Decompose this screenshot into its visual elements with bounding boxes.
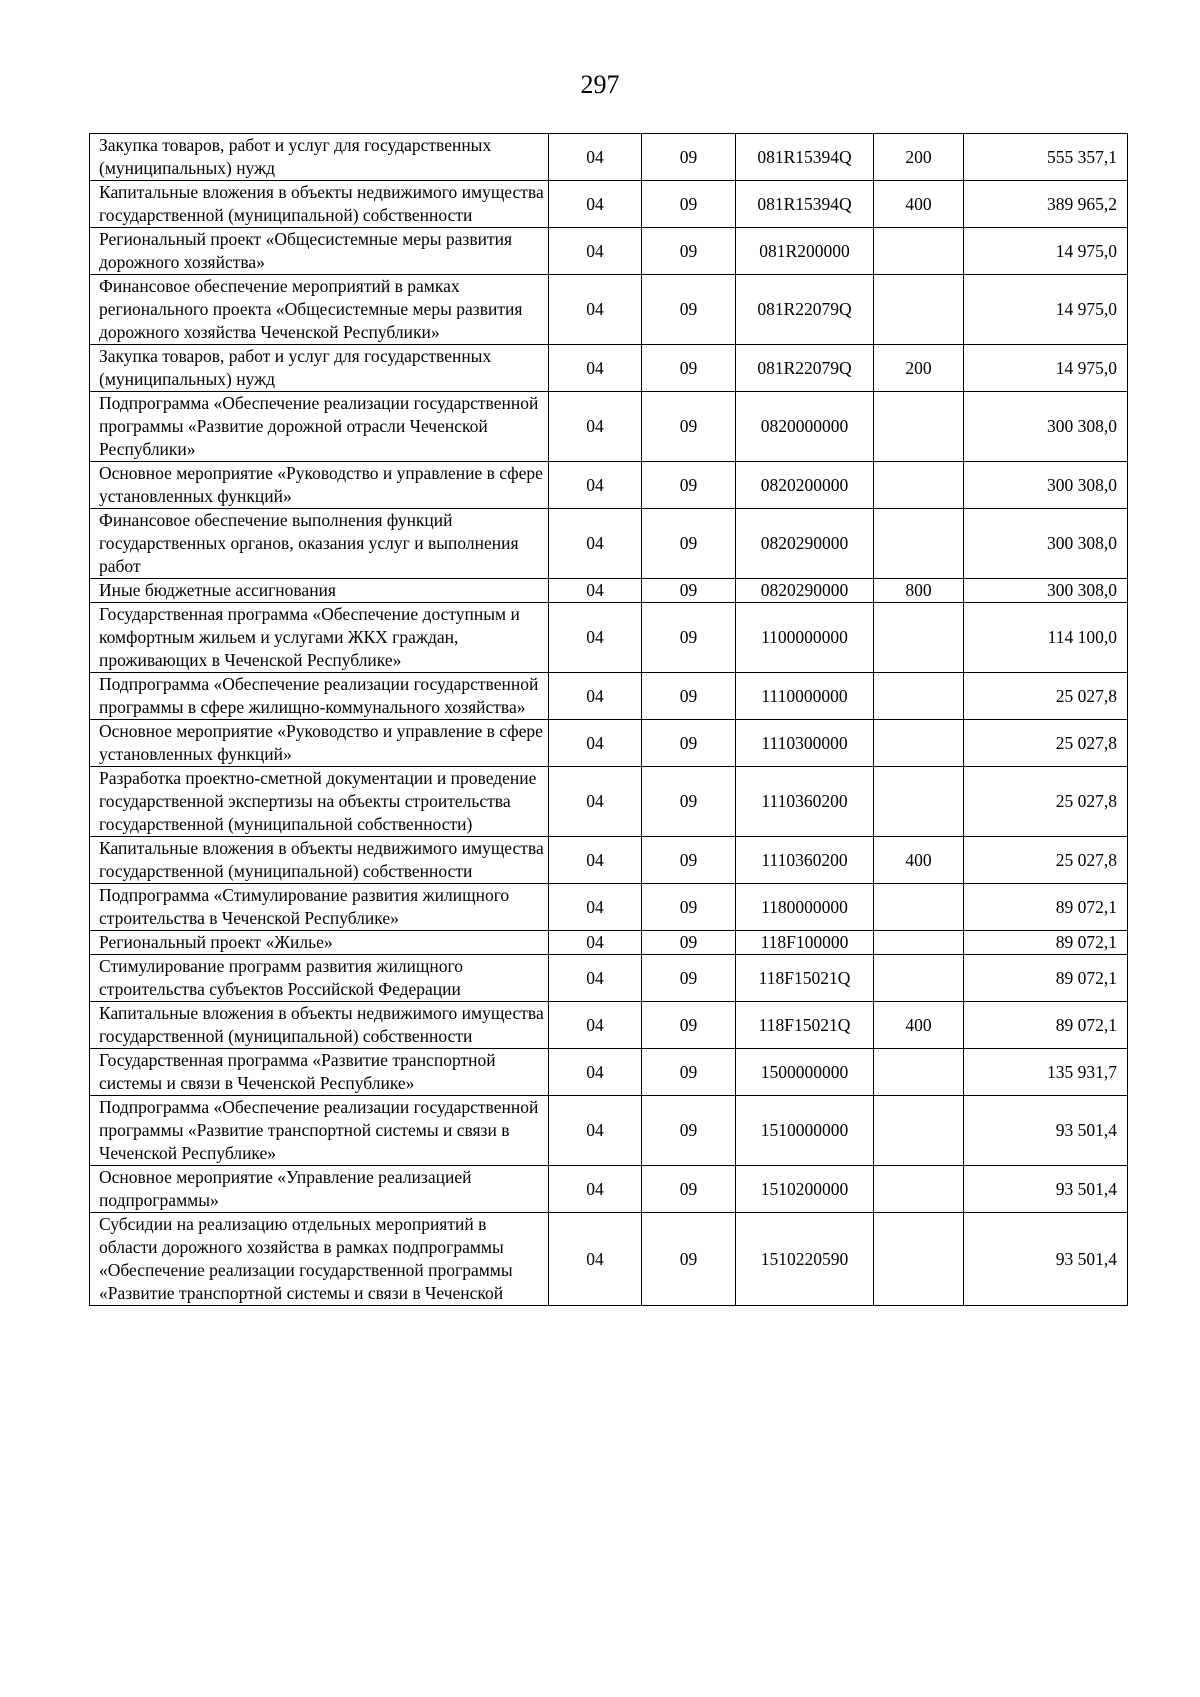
- expense-type-cell: 200: [874, 134, 964, 181]
- section-code-cell: 04: [549, 1096, 642, 1166]
- amount-cell: 89 072,1: [964, 1002, 1128, 1049]
- expense-type-cell: 800: [874, 579, 964, 603]
- table-row: [90, 228, 1128, 275]
- table-row: [90, 1213, 1128, 1306]
- target-article-cell: 081R22079Q: [736, 275, 874, 345]
- expense-type-cell: [874, 509, 964, 579]
- expense-type-cell: [874, 603, 964, 673]
- item-name-cell: Государственная программа «Обеспечение доступным и комфортным жильем и услугами ЖКХ граждан, проживающих в Чеченской Республике»: [90, 603, 549, 673]
- table-row: [90, 673, 1128, 720]
- subsection-code-cell: 09: [642, 345, 736, 392]
- item-name-cell: Закупка товаров, работ и услуг для государственных (муниципальных) нужд: [90, 345, 549, 392]
- amount-cell: 25 027,8: [964, 673, 1128, 720]
- target-article-cell: 0820200000: [736, 462, 874, 509]
- table-row: [90, 1096, 1128, 1166]
- expense-type-cell: [874, 720, 964, 767]
- expense-type-cell: 400: [874, 837, 964, 884]
- expense-type-cell: [874, 462, 964, 509]
- table-row: [90, 720, 1128, 767]
- amount-cell: 25 027,8: [964, 837, 1128, 884]
- expense-type-cell: [874, 673, 964, 720]
- section-code-cell: 04: [549, 228, 642, 275]
- table-row: [90, 509, 1128, 579]
- expense-type-cell: [874, 1096, 964, 1166]
- target-article-cell: 0820000000: [736, 392, 874, 462]
- table-row: [90, 603, 1128, 673]
- table-row: [90, 1002, 1128, 1049]
- expense-type-cell: [874, 1049, 964, 1096]
- subsection-code-cell: 09: [642, 767, 736, 837]
- section-code-cell: 04: [549, 579, 642, 603]
- amount-cell: 93 501,4: [964, 1096, 1128, 1166]
- amount-cell: 555 357,1: [964, 134, 1128, 181]
- table-row: [90, 767, 1128, 837]
- subsection-code-cell: 09: [642, 1096, 736, 1166]
- subsection-code-cell: 09: [642, 462, 736, 509]
- amount-cell: 300 308,0: [964, 392, 1128, 462]
- item-name-cell: Государственная программа «Развитие транспортной системы и связи в Чеченской Республике»: [90, 1049, 549, 1096]
- amount-cell: 114 100,0: [964, 603, 1128, 673]
- table-row: [90, 134, 1128, 181]
- subsection-code-cell: 09: [642, 720, 736, 767]
- amount-cell: 25 027,8: [964, 767, 1128, 837]
- amount-cell: 89 072,1: [964, 884, 1128, 931]
- expense-type-cell: [874, 767, 964, 837]
- expense-type-cell: 200: [874, 345, 964, 392]
- subsection-code-cell: 09: [642, 1213, 736, 1306]
- section-code-cell: 04: [549, 462, 642, 509]
- target-article-cell: 1500000000: [736, 1049, 874, 1096]
- subsection-code-cell: 09: [642, 275, 736, 345]
- section-code-cell: 04: [549, 955, 642, 1002]
- item-name-cell: Стимулирование программ развития жилищного строительства субъектов Российской Федерации: [90, 955, 549, 1002]
- section-code-cell: 04: [549, 1002, 642, 1049]
- section-code-cell: 04: [549, 509, 642, 579]
- target-article-cell: 081R15394Q: [736, 181, 874, 228]
- expense-type-cell: 400: [874, 181, 964, 228]
- amount-cell: 300 308,0: [964, 462, 1128, 509]
- amount-cell: 135 931,7: [964, 1049, 1128, 1096]
- table-row: [90, 931, 1128, 955]
- table-row: [90, 884, 1128, 931]
- target-article-cell: 081R22079Q: [736, 345, 874, 392]
- budget-table: [89, 133, 1128, 1306]
- amount-cell: 89 072,1: [964, 931, 1128, 955]
- target-article-cell: 1110300000: [736, 720, 874, 767]
- item-name-cell: Региональный проект «Общесистемные меры развития дорожного хозяйства»: [90, 228, 549, 275]
- item-name-cell: Иные бюджетные ассигнования: [90, 579, 549, 603]
- expense-type-cell: 400: [874, 1002, 964, 1049]
- target-article-cell: 118F15021Q: [736, 955, 874, 1002]
- table-row: [90, 392, 1128, 462]
- amount-cell: 14 975,0: [964, 345, 1128, 392]
- section-code-cell: 04: [549, 767, 642, 837]
- amount-cell: 14 975,0: [964, 228, 1128, 275]
- item-name-cell: Закупка товаров, работ и услуг для государственных (муниципальных) нужд: [90, 134, 549, 181]
- item-name-cell: Подпрограмма «Обеспечение реализации государственной программы «Развитие транспортной системы и связи в Чеченской Республике»: [90, 1096, 549, 1166]
- item-name-cell: Подпрограмма «Обеспечение реализации государственной программы «Развитие дорожной отрасли Чеченской Республики»: [90, 392, 549, 462]
- amount-cell: 300 308,0: [964, 579, 1128, 603]
- section-code-cell: 04: [549, 673, 642, 720]
- target-article-cell: 118F100000: [736, 931, 874, 955]
- target-article-cell: 1110000000: [736, 673, 874, 720]
- section-code-cell: 04: [549, 392, 642, 462]
- target-article-cell: 1510200000: [736, 1166, 874, 1213]
- item-name-cell: Основное мероприятие «Руководство и управление в сфере установленных функций»: [90, 720, 549, 767]
- section-code-cell: 04: [549, 603, 642, 673]
- item-name-cell: Финансовое обеспечение мероприятий в рамках регионального проекта «Общесистемные меры развития дорожного хозяйства Чеченской Республики»: [90, 275, 549, 345]
- item-name-cell: Субсидии на реализацию отдельных мероприятий в области дорожного хозяйства в рамках подпрограммы «Обеспечение реализации государственной программы «Развитие транспортной системы и связи в Чеченской: [90, 1213, 549, 1306]
- section-code-cell: 04: [549, 931, 642, 955]
- table-row: [90, 181, 1128, 228]
- target-article-cell: 1510000000: [736, 1096, 874, 1166]
- target-article-cell: 1180000000: [736, 884, 874, 931]
- section-code-cell: 04: [549, 275, 642, 345]
- target-article-cell: 1110360200: [736, 767, 874, 837]
- subsection-code-cell: 09: [642, 931, 736, 955]
- amount-cell: 25 027,8: [964, 720, 1128, 767]
- section-code-cell: 04: [549, 720, 642, 767]
- target-article-cell: 081R200000: [736, 228, 874, 275]
- item-name-cell: Капитальные вложения в объекты недвижимого имущества государственной (муниципальной) собственности: [90, 1002, 549, 1049]
- table-row: [90, 579, 1128, 603]
- subsection-code-cell: 09: [642, 603, 736, 673]
- section-code-cell: 04: [549, 345, 642, 392]
- subsection-code-cell: 09: [642, 1049, 736, 1096]
- amount-cell: 89 072,1: [964, 955, 1128, 1002]
- subsection-code-cell: 09: [642, 955, 736, 1002]
- section-code-cell: 04: [549, 1213, 642, 1306]
- item-name-cell: Основное мероприятие «Руководство и управление в сфере установленных функций»: [90, 462, 549, 509]
- item-name-cell: Региональный проект «Жилье»: [90, 931, 549, 955]
- subsection-code-cell: 09: [642, 392, 736, 462]
- table-row: [90, 837, 1128, 884]
- expense-type-cell: [874, 884, 964, 931]
- subsection-code-cell: 09: [642, 1002, 736, 1049]
- expense-type-cell: [874, 1166, 964, 1213]
- item-name-cell: Подпрограмма «Обеспечение реализации государственной программы в сфере жилищно-коммунального хозяйства»: [90, 673, 549, 720]
- expense-type-cell: [874, 955, 964, 1002]
- target-article-cell: 1510220590: [736, 1213, 874, 1306]
- expense-type-cell: [874, 228, 964, 275]
- amount-cell: 300 308,0: [964, 509, 1128, 579]
- target-article-cell: 118F15021Q: [736, 1002, 874, 1049]
- section-code-cell: 04: [549, 1166, 642, 1213]
- item-name-cell: Разработка проектно-сметной документации и проведение государственной экспертизы на объекты строительства государственной (муниципальной собственности): [90, 767, 549, 837]
- target-article-cell: 1110360200: [736, 837, 874, 884]
- section-code-cell: 04: [549, 837, 642, 884]
- subsection-code-cell: 09: [642, 884, 736, 931]
- expense-type-cell: [874, 1213, 964, 1306]
- section-code-cell: 04: [549, 181, 642, 228]
- amount-cell: 93 501,4: [964, 1166, 1128, 1213]
- expense-type-cell: [874, 275, 964, 345]
- section-code-cell: 04: [549, 134, 642, 181]
- target-article-cell: 0820290000: [736, 509, 874, 579]
- page-number: 297: [580, 70, 620, 99]
- item-name-cell: Основное мероприятие «Управление реализацией подпрограммы»: [90, 1166, 549, 1213]
- subsection-code-cell: 09: [642, 228, 736, 275]
- table-row: [90, 275, 1128, 345]
- budget-table-body: [90, 134, 1128, 1306]
- amount-cell: 389 965,2: [964, 181, 1128, 228]
- section-code-cell: 04: [549, 884, 642, 931]
- section-code-cell: 04: [549, 1049, 642, 1096]
- target-article-cell: 081R15394Q: [736, 134, 874, 181]
- expense-type-cell: [874, 392, 964, 462]
- subsection-code-cell: 09: [642, 579, 736, 603]
- item-name-cell: Капитальные вложения в объекты недвижимого имущества государственной (муниципальной) собственности: [90, 837, 549, 884]
- subsection-code-cell: 09: [642, 134, 736, 181]
- item-name-cell: Финансовое обеспечение выполнения функций государственных органов, оказания услуг и выполнения работ: [90, 509, 549, 579]
- subsection-code-cell: 09: [642, 673, 736, 720]
- subsection-code-cell: 09: [642, 1166, 736, 1213]
- table-row: [90, 1166, 1128, 1213]
- subsection-code-cell: 09: [642, 837, 736, 884]
- item-name-cell: Капитальные вложения в объекты недвижимого имущества государственной (муниципальной) собственности: [90, 181, 549, 228]
- item-name-cell: Подпрограмма «Стимулирование развития жилищного строительства в Чеченской Республике»: [90, 884, 549, 931]
- amount-cell: 93 501,4: [964, 1213, 1128, 1306]
- expense-type-cell: [874, 931, 964, 955]
- table-row: [90, 1049, 1128, 1096]
- table-row: [90, 462, 1128, 509]
- amount-cell: 14 975,0: [964, 275, 1128, 345]
- target-article-cell: 1100000000: [736, 603, 874, 673]
- subsection-code-cell: 09: [642, 181, 736, 228]
- target-article-cell: 0820290000: [736, 579, 874, 603]
- subsection-code-cell: 09: [642, 509, 736, 579]
- table-row: [90, 955, 1128, 1002]
- table-row: [90, 345, 1128, 392]
